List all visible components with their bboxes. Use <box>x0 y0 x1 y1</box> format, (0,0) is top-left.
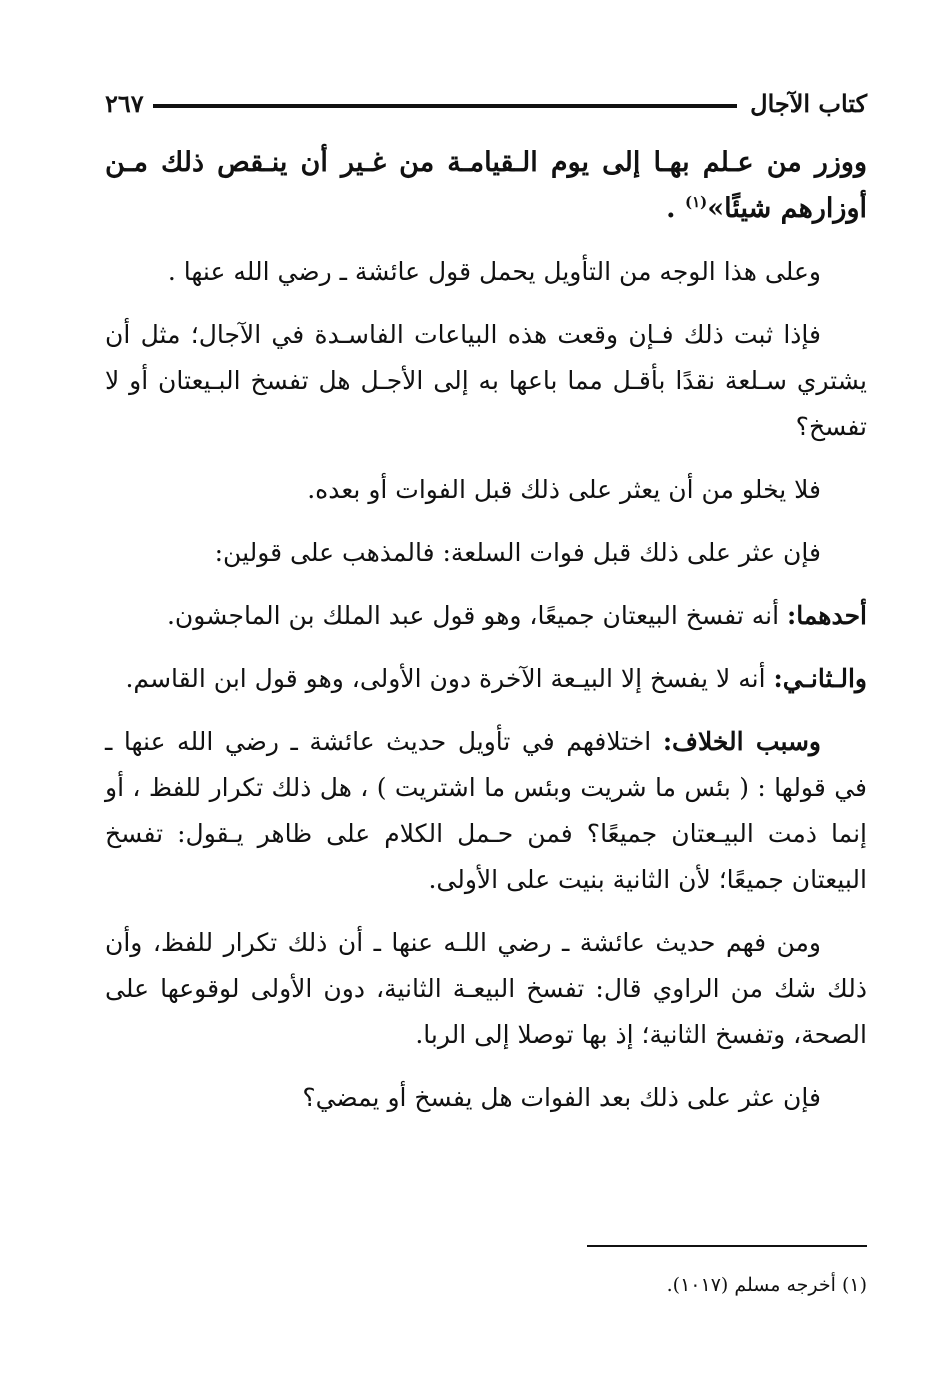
paragraph-lead: أحدهما: <box>786 601 867 630</box>
header-rule <box>153 104 737 108</box>
paragraph-text: ووزر من عـلم بهـا إلى يوم الـقيامـة من غـير أن ينـقص ذلك مـن أوزارهم شيئًا» <box>105 147 867 224</box>
paragraph <box>105 530 867 576</box>
paragraph <box>105 719 867 903</box>
paragraph-text: أنه لا يفسخ إلا البيـعة الآخرة دون الأولى، وهو قول ابن القاسم. <box>125 664 774 693</box>
paragraph <box>105 920 867 1058</box>
paragraph <box>105 140 867 232</box>
paragraph <box>105 467 867 513</box>
paragraph-tail: . <box>666 193 685 224</box>
paragraph-text: فإن عثر على ذلك بعد الفوات هل يفسخ أو يمضي؟ <box>302 1083 821 1112</box>
paragraph <box>105 1075 867 1121</box>
paragraph-text: فإذا ثبت ذلك فـإن وقعت هذه البياعات الفاسـدة في الآجال؛ مثل أن يشتري سـلعة نقدًا بأقـل مما باعها به إلى الأجـل هل تفسخ البـيعتان أو لا تفسخ؟ <box>105 320 867 441</box>
footnote: (١) أخرجه مسلم (١٠١٧). <box>666 1274 867 1296</box>
paragraph-text: فإن عثر على ذلك قبل فوات السلعة: فالمذهب على قولين: <box>214 538 821 567</box>
page-header <box>105 84 867 124</box>
paragraph-text: ومن فهم حديث عائشة ـ رضي اللـه عنها ـ أن ذلك تكرار للفظ، وأن ذلك شك من الراوي قال: تفسخ البيعـة الثانية، دون الأولى لوقوعها على الصحة، وتفسخ الثانية؛ إذ بها توصلا إلى الربا. <box>105 928 867 1049</box>
paragraph-text: فلا يخلو من أن يعثر على ذلك قبل الفوات أو بعده. <box>307 475 821 504</box>
paragraph <box>105 656 867 702</box>
main-text <box>105 140 867 1138</box>
paragraph <box>105 249 867 295</box>
chapter-title: كتاب الآجال <box>750 89 867 118</box>
paragraph <box>105 312 867 450</box>
paragraph <box>105 593 867 639</box>
paragraph-text: اختلافهم في تأويل حديث عائشة ـ رضي الله عنها ـ في قولها : ( بئس ما شريت وبئس ما اشتريت ) ، هل ذلك تكرار للفظ ، أو إنما ذمت البيـعتان جميعًا؟ فمن حـمل الكلام على ظاهر يـقول: تفسخ البيعتان جميعًا؛ لأن الثانية بنيت على الأولى. <box>105 727 867 894</box>
paragraph-text: وعلى هذا الوجه من التأويل يحمل قول عائشة ـ رضي الله عنها . <box>167 257 821 286</box>
footnote-rule <box>587 1245 867 1247</box>
page-number: ٢٦٧ <box>105 89 144 118</box>
footnote-reference: (١) <box>684 193 708 211</box>
paragraph-lead: وسبب الخلاف: <box>662 727 822 756</box>
paragraph-lead: والـثانـي: <box>773 664 867 693</box>
paragraph-text: أنه تفسخ البيعتان جميعًا، وهو قول عبد الملك بن الماجشون. <box>166 601 787 630</box>
